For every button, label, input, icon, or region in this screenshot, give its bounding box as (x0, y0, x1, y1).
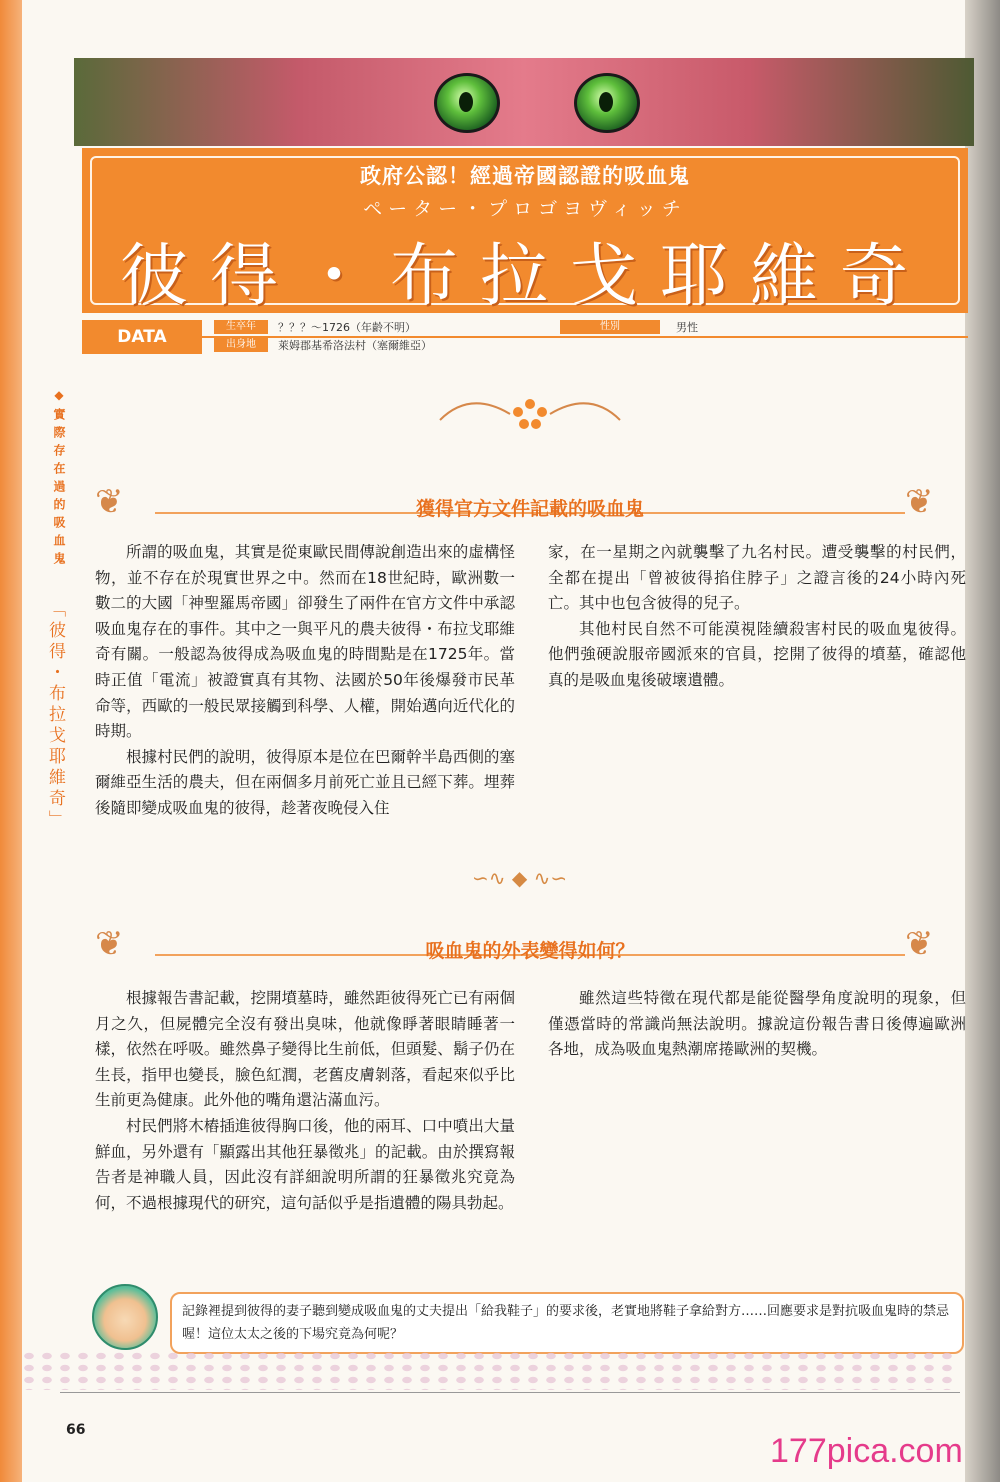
paragraph: 其他村民自然不可能漠視陸續殺害村民的吸血鬼彼得。他們強硬說服帝國派來的官員，挖開了彼得的墳墓，確認他真的是吸血鬼後破壞遺體。 (548, 619, 966, 689)
swirl-right-icon: ❦ (905, 924, 934, 964)
right-eye-illustration (574, 73, 640, 133)
paragraph: 根據報告書記載，挖開墳墓時，雖然距彼得死亡已有兩個月之久，但屍體完全沒有發出臭味，他就像睜著眼睛睡著一樣，依然在呼吸。雖然鼻子變得比生前低，但頭髮、鬍子仍在生長，指甲也變長，臉色紅潤，老舊皮膚剝落，看起來似乎比生前更為健康。此外他的嘴角還沾滿血污。 (95, 989, 515, 1110)
swirl-left-icon: ❦ (95, 924, 124, 964)
article-subtitle: 政府公認！經過帝國認證的吸血鬼 (360, 164, 690, 188)
footer-rule (60, 1392, 960, 1393)
section-1-left-column (95, 540, 515, 822)
left-eye-illustration (434, 73, 500, 133)
flower-ornament-icon (430, 380, 630, 444)
sidebar-vertical-name: 「彼得・布拉戈耶維奇」 (45, 600, 65, 831)
dot-pattern (20, 1350, 960, 1390)
paragraph: 雖然這些特徵在現代都是能從醫學角度說明的現象，但僅憑當時的常識尚無法說明。據說這份報告書日後傳遍歐洲各地，成為吸血鬼熱潮席捲歐洲的契機。 (548, 989, 966, 1059)
section-2-right-column (548, 986, 966, 1063)
swirl-left-icon: ❦ (95, 482, 124, 522)
section-2-left-column (95, 986, 515, 1216)
gender-tag: 性別 (560, 320, 660, 334)
data-label: DATA (82, 320, 202, 354)
section-1-title: 獲得官方文件記載的吸血鬼 (415, 498, 644, 520)
page-number: 66 (66, 1422, 86, 1438)
section-1-right-column (548, 540, 966, 694)
paragraph: 所謂的吸血鬼，其實是從東歐民間傳說創造出來的虛構怪物，並不存在於現實世界之中。然而在18世紀時，歐洲數一數二的大國「神聖羅馬帝國」卻發生了兩件在官方文件中承認吸血鬼存在的事件。其中之一與平凡的農夫彼得・布拉戈耶維奇有關。一般認為彼得成為吸血鬼的時間點是在1725年。當時正值「電流」被證實真有其物、法國於50年後爆發市民革命等，西歐的一般民眾接觸到科學、人權，開始邁向近代化的時期。 (95, 543, 515, 741)
character-avatar-icon (92, 1284, 158, 1350)
origin-value: 萊姆郡基希洛法村（塞爾維亞） (278, 339, 432, 352)
title-ruby: ペーター・プロゴヨヴィッチ (363, 198, 687, 220)
birth-value: ？？？～1726（年齡不明） (278, 321, 416, 334)
title-box (82, 148, 968, 316)
divider-ornament-icon: ∽∿ ◆ ∿∽ (472, 866, 568, 890)
paragraph: 家，在一星期之內就襲擊了九名村民。遭受襲擊的村民們，全都在提出「曾被彼得掐住脖子」之證言後的24小時內死亡。其中也包含彼得的兒子。 (548, 543, 966, 613)
page-edge-shadow (965, 0, 1000, 1482)
paragraph: 村民們將木樁插進彼得胸口後，他的兩耳、口中噴出大量鮮血，另外還有「顯露出其他狂暴徵兆」的記載。由於撰寫報告者是神職人員，因此沒有詳細說明所謂的狂暴徵兆究竟為何，不過根據現代的研究，這句話似乎是指遺體的陽具勃起。 (95, 1116, 515, 1212)
article-title: 彼得・布拉戈耶維奇 (119, 237, 930, 316)
watermark: 177pica.com (770, 1432, 963, 1470)
gender-value: 男性 (676, 321, 698, 334)
sidebar-vertical-text: ◆實際存在過的吸血鬼 (52, 388, 66, 570)
data-bar (82, 318, 968, 356)
birth-tag: 生卒年 (214, 320, 268, 334)
origin-tag: 出身地 (214, 338, 268, 352)
section-1-heading (95, 482, 965, 530)
comment-text: 記錄裡提到彼得的妻子聽到變成吸血鬼的丈夫提出「給我鞋子」的要求後，老實地將鞋子拿給對方……回應要求是對抗吸血鬼時的禁忌喔！這位太太之後的下場究竟為何呢？ (182, 1304, 950, 1342)
page-spine (0, 0, 22, 1482)
swirl-right-icon: ❦ (905, 482, 934, 522)
comment-bubble (170, 1292, 964, 1354)
eyes-banner-illustration (74, 58, 974, 146)
paragraph: 根據村民們的說明，彼得原本是位在巴爾幹半島西側的塞爾維亞生活的農夫，但在兩個多月前死亡並且已經下葬。埋葬後隨即變成吸血鬼的彼得，趁著夜晚侵入住 (95, 747, 515, 817)
section-2-heading (95, 924, 965, 972)
section-2-title: 吸血鬼的外表變得如何？ (425, 940, 635, 962)
